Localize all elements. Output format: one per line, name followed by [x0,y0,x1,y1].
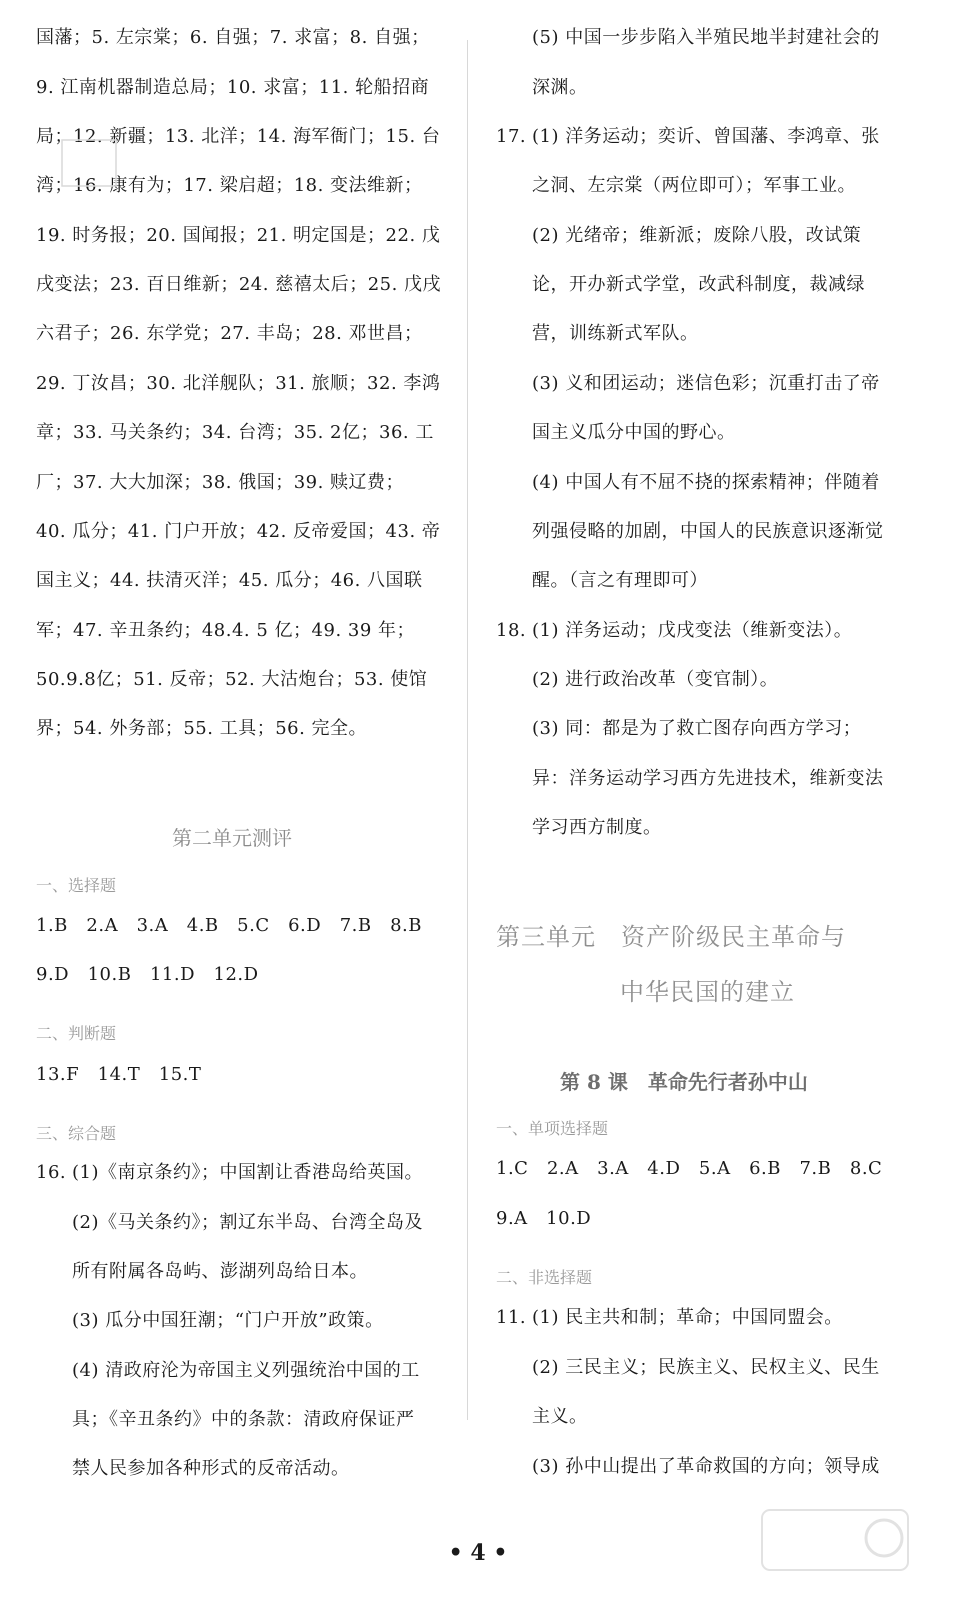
answer-line: 军；47. 辛丑条约；48.4. 5 亿；49. 39 年； [36,620,416,641]
question-18-line [496,619,852,643]
question-16-line: (2)《马关条约》；割辽东半岛、台湾全岛及 [72,1212,423,1233]
section-heading-comprehensive: 三、综合题 [36,1124,117,1143]
question-11-line: (2) 三民主义；民族主义、民权主义、民生 [532,1357,880,1378]
question-17-line: 营，训练新式军队。 [532,323,699,344]
choice-answers-row: 9.D 10.B 11.D 12.D [36,964,259,985]
answer-line: 国主义；44. 扶清灭洋；45. 瓜分；46. 八国联 [36,570,423,591]
answer-line: 六君子；26. 东学党；27. 丰岛；28. 邓世昌； [36,323,423,344]
question-16-line: 所有附属各岛屿、澎湖列岛给日本。 [72,1261,368,1282]
question-16-line: (3) 瓜分中国狂潮；“门户开放”政策。 [72,1310,384,1331]
answer-line: 9. 江南机器制造总局；10. 求富；11. 轮船招商 [36,77,430,98]
unit3-title-line1: 第三单元 资产阶级民主革命与 [496,923,846,951]
answer-line: 章；33. 马关条约；34. 台湾；35. 2亿；36. 工 [36,422,434,443]
unit3-title-line2: 中华民国的建立 [620,978,795,1006]
answer-line: 局；12. 新疆；13. 北洋；14. 海军衙门；15. 台 [36,126,441,147]
judgement-answers-row: 13.F 14.T 15.T [36,1064,202,1085]
question-17-line: 列强侵略的加剧，中国人的民族意识逐渐觉 [532,521,884,542]
question-11-line [496,1306,843,1330]
question-17-line: (3) 义和团运动；迷信色彩；沉重打击了帝 [532,373,880,394]
question-17-line: 醒。（言之有理即可） [532,570,708,591]
answer-text: (1) 洋务运动；戊戌变法（维新变法）。 [532,620,853,641]
question-17-line: (4) 中国人有不屈不挠的探索精神；伴随着 [532,472,880,493]
choice-answers-row: 1.C 2.A 3.A 4.D 5.A 6.B 7.B 8.C [496,1158,883,1179]
page-number: • 4 • [448,1540,508,1566]
question-11-line: (3) 孙中山提出了革命救国的方向；领导成 [532,1456,880,1477]
answer-line: 界；54. 外务部；55. 工具；56. 完全。 [36,718,368,739]
question-17-line: (2) 光绪帝；维新派；废除八股，改试策 [532,225,862,246]
question-number: 16. [36,1162,67,1183]
answer-line: 19. 时务报；20. 国闻报；21. 明定国是；22. 戊 [36,225,441,246]
question-17-line: 之洞、左宗棠（两位即可）；军事工业。 [532,175,856,196]
answer-line: 29. 丁汝昌；30. 北洋舰队；31. 旅顺；32. 李鸿 [36,373,441,394]
answer-line: 湾；16. 康有为；17. 梁启超；18. 变法维新； [36,175,423,196]
section-heading-single-choice: 一、单项选择题 [496,1119,609,1138]
question-16-line: 具；《辛丑条约》中的条款：清政府保证严 [72,1409,415,1430]
question-17-line: 论，开办新式学堂，改武科制度，裁减绿 [532,274,865,295]
answer-text: (1) 民主共和制；革命；中国同盟会。 [532,1307,843,1328]
answer-line: 国藩；5. 左宗棠；6. 自强；7. 求富；8. 自强； [36,27,430,48]
section-heading-judgement: 二、判断题 [36,1024,117,1043]
choice-answers-row: 9.A 10.D [496,1208,592,1229]
lesson-title: 第 8 课 革命先行者孙中山 [560,1070,808,1094]
question-16-line: (4) 清政府沦为帝国主义列强统治中国的工 [72,1360,420,1381]
answer-line: 深渊。 [532,77,588,98]
logo-watermark-icon [760,1508,910,1572]
question-number: 11. [496,1307,527,1328]
question-16-line: 禁人民参加各种形式的反帝活动。 [72,1458,350,1479]
question-17-line [496,125,880,149]
question-11-line: 主义。 [532,1406,588,1427]
answer-text: (1) 洋务运动；奕䜣、曾国藩、李鸿章、张 [532,126,880,147]
answer-text: (1)《南京条约》；中国割让香港岛给英国。 [72,1162,423,1183]
question-number: 17. [496,126,527,147]
unit2-title: 第二单元测评 [172,826,292,850]
answer-line: 厂；37. 大大加深；38. 俄国；39. 赎辽费； [36,472,405,493]
column-divider [467,40,468,1420]
choice-answers-row: 1.B 2.A 3.A 4.B 5.C 6.D 7.B 8.B [36,915,423,936]
question-18-line: 学习西方制度。 [532,817,662,838]
stamp-mark-icon [60,138,118,188]
section-heading-non-choice: 二、非选择题 [496,1268,593,1287]
answer-line: (5) 中国一步步陷入半殖民地半封建社会的 [532,27,880,48]
question-18-line: 异：洋务运动学习西方先进技术，维新变法 [532,768,884,789]
answer-line: 40. 瓜分；41. 门户开放；42. 反帝爱国；43. 帝 [36,521,441,542]
answer-line: 50.9.8亿；51. 反帝；52. 大沽炮台；53. 使馆 [36,669,428,690]
answer-line: 戌变法；23. 百日维新；24. 慈禧太后；25. 戊戌 [36,274,442,295]
question-number: 18. [496,620,527,641]
question-17-line: 国主义瓜分中国的野心。 [532,422,736,443]
section-heading-choice: 一、选择题 [36,876,117,895]
question-16-line [36,1161,423,1185]
question-18-line: (3) 同：都是为了救亡图存向西方学习； [532,718,862,739]
question-18-line: (2) 进行政治改革（变官制）。 [532,669,779,690]
